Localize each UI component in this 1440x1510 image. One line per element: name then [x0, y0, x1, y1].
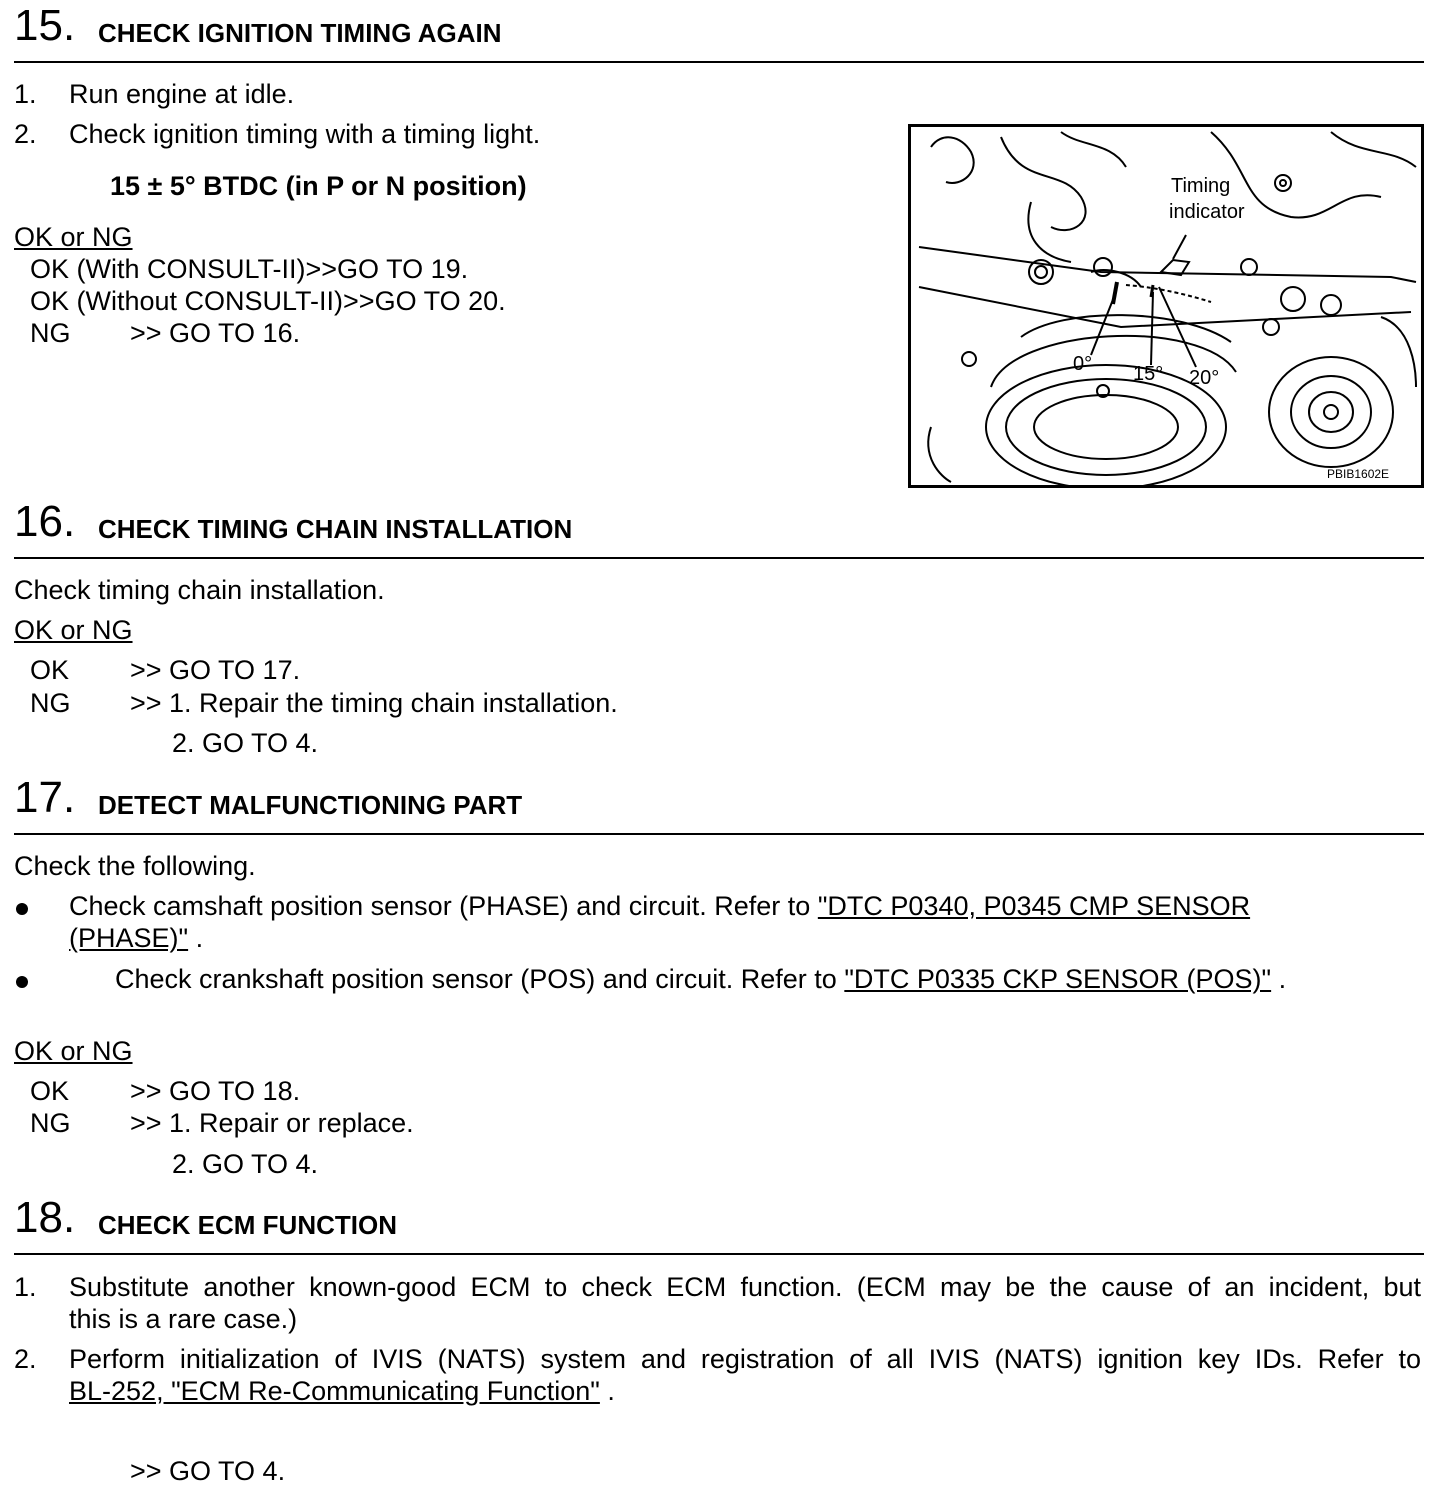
s17-bullet-1-text: [69, 890, 1250, 922]
link-dtc-p0340-p0345-b[interactable]: (PHASE)": [69, 923, 189, 953]
link-dtc-p0340-p0345-a[interactable]: "DTC P0340, P0345 CMP SENSOR: [817, 891, 1251, 921]
s17-ng-label: NG: [30, 1108, 71, 1138]
s16-ng-label: NG: [30, 688, 71, 718]
s17-ok-or-ng: OK or NG: [14, 1036, 133, 1066]
s17-ng-text-2: 2. GO TO 4.: [172, 1149, 319, 1179]
step-18-title: CHECK ECM FUNCTION: [98, 1210, 397, 1240]
timing-indicator-figure: [908, 124, 1424, 488]
s16-ok-or-ng: OK or NG: [14, 615, 133, 645]
s17-bullet-2-tail: .: [1278, 964, 1287, 994]
step-15-rule: [14, 61, 1424, 63]
s15-ok-or-ng: OK or NG: [14, 222, 133, 252]
s15-result-ng-label: NG: [30, 318, 71, 348]
s18-step1-line1: Substitute another known-good ECM to check ECM function. (ECM may be the cause of an incident, but: [69, 1272, 1421, 1302]
s17-bullet-1-tail: .: [195, 923, 204, 953]
s15-step1-text: Run engine at idle.: [69, 79, 295, 109]
step-15-title: CHECK IGNITION TIMING AGAIN: [98, 18, 502, 48]
s18-step1-line2: this is a rare case.): [69, 1304, 298, 1334]
s15-step1-number: 1.: [14, 79, 37, 109]
s15-spec: 15 ± 5° BTDC (in P or N position): [110, 171, 527, 201]
step-18-rule: [14, 1253, 1424, 1255]
s15-step2-text: Check ignition timing with a timing light.: [69, 119, 541, 149]
step-16-rule: [14, 557, 1424, 559]
s17-ok-label: OK: [30, 1076, 70, 1106]
s18-result: >> GO TO 4.: [130, 1456, 286, 1486]
link-dtc-p0335[interactable]: "DTC P0335 CKP SENSOR (POS)": [844, 964, 1272, 994]
s17-bullet-2: [16, 976, 28, 988]
step-17-rule: [14, 833, 1424, 835]
step-18-number: 18.: [14, 1193, 76, 1242]
s17-bullet-2-text: [115, 963, 1286, 995]
s16-ng-text-1: >> 1. Repair the timing chain installation.: [130, 688, 618, 718]
s17-bullet-1-prefix: Check camshaft position sensor (PHASE) and circuit. Refer to: [69, 891, 811, 921]
figure-code: PBIB1602E: [1327, 467, 1390, 481]
s18-step1-number: 1.: [14, 1272, 37, 1302]
step-16-title: CHECK TIMING CHAIN INSTALLATION: [98, 514, 573, 544]
s16-ng-text-2: 2. GO TO 4.: [172, 728, 319, 758]
s17-intro: Check the following.: [14, 851, 256, 881]
s16-intro: Check timing chain installation.: [14, 575, 385, 605]
figure-label-indicator: indicator: [1169, 201, 1245, 223]
figure-label-20-deg: 20°: [1189, 367, 1220, 389]
s16-ok-text: >> GO TO 17.: [130, 655, 301, 685]
s16-ok-label: OK: [30, 655, 70, 685]
s17-ng-text-1: >> 1. Repair or replace.: [130, 1108, 414, 1138]
figure-label-15-deg: 15°: [1133, 363, 1164, 385]
step-16-number: 16.: [14, 497, 76, 546]
figure-label-0-deg: 0°: [1073, 353, 1093, 375]
step-15-number: 15.: [14, 1, 76, 50]
s15-result-ok-no-consult: OK (Without CONSULT-II)>>GO TO 20.: [30, 286, 506, 316]
figure-label-timing: Timing: [1171, 175, 1231, 197]
s17-bullet-1: [16, 903, 28, 915]
s15-result-ng-text: >> GO TO 16.: [130, 318, 301, 348]
link-bl-252-ecm[interactable]: BL-252, "ECM Re-Communicating Function": [69, 1376, 600, 1406]
s18-step2-line2: [69, 1375, 615, 1407]
s17-bullet-1-text-line2: [69, 922, 203, 954]
step-17-title: DETECT MALFUNCTIONING PART: [98, 790, 523, 820]
s15-result-ok-consult: OK (With CONSULT-II)>>GO TO 19.: [30, 254, 469, 284]
s15-step2-number: 2.: [14, 119, 37, 149]
s18-step2-tail: .: [607, 1376, 615, 1406]
engine-front-illustration: [911, 127, 1421, 485]
s17-ok-text: >> GO TO 18.: [130, 1076, 301, 1106]
s17-bullet-2-prefix: Check crankshaft position sensor (POS) and circuit. Refer to: [115, 964, 837, 994]
s18-step2-line1: Perform initialization of IVIS (NATS) system and registration of all IVIS (NATS) ignition key IDs. Refer to: [69, 1344, 1421, 1374]
step-17-number: 17.: [14, 773, 76, 822]
s18-step2-number: 2.: [14, 1344, 37, 1374]
